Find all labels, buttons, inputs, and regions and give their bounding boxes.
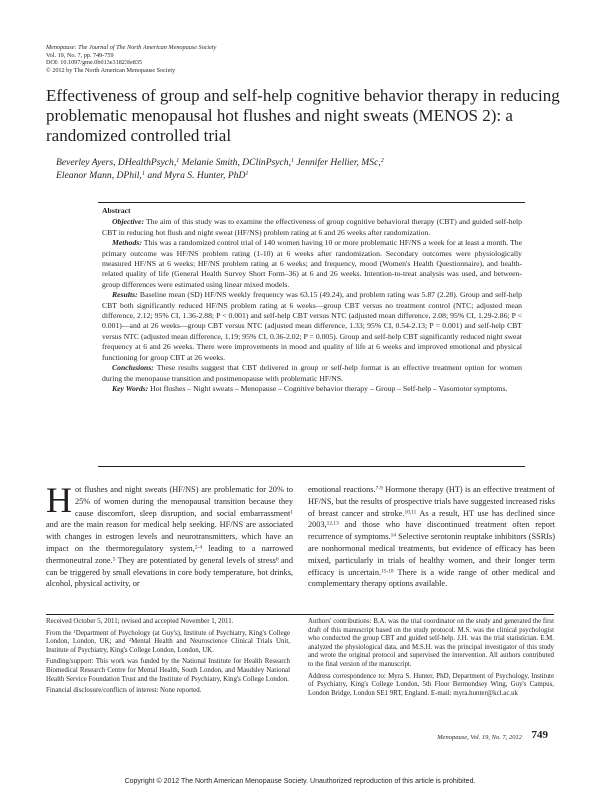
author-4-affil: 1 — [141, 169, 145, 177]
abstract-block — [102, 206, 522, 394]
page-number: 749 — [531, 729, 548, 741]
footnote-rule — [46, 614, 554, 615]
results-text: Baseline mean (SD) HF/NS weekly frequency was 63.15 (49.24), and problem rating was 5.87 (2.28). Group and self-help CBT both significantly reduced HF/NS problem rating at 6 weeks—group CBT versus no treatment control (NTC; adjusted mean difference, 2.12; 95% CI, 1.36-2.88; P < 0.001) and self-help CBT versus NTC (adjusted mean difference, 2.08; 95% CI, 1.29-2.86; P < 0.001)—and at 26 weeks—group CBT versus NTC (adjusted mean difference, 1.33; 95% CI, 0.54-2.13; P = 0.001) and self-help CBT versus NTC (adjusted mean difference, 1.19; 95% CI, 0.36-2.02; P = 0.005). Group and self-help CBT significantly reduced night sweat frequency at 6 and 26 weeks. There were improvements in mood and quality of life at 6 weeks and improved emotional and physical functioning for group CBT at 26 weeks. — [102, 290, 522, 362]
abstract-results — [102, 290, 522, 363]
abstract-bottom-rule — [98, 466, 525, 467]
disclosure-note: Financial disclosure/conflicts of interest: None reported. — [46, 687, 202, 695]
abstract-heading: Abstract — [102, 206, 131, 215]
journal-copyright: © 2012 by The North American Menopause Society — [46, 66, 176, 74]
citation: 5 — [112, 556, 116, 563]
body-text: Hormone therapy (HT) is an effective treatment of HF/NS, but the results of prospective trials have suggested increased risks of breast cancer and stroke. — [308, 485, 555, 518]
received-note: Received October 5, 2011; revised and accepted November 1, 2011. — [46, 618, 234, 625]
author-2-affil: 1 — [291, 156, 295, 164]
correspondence-note: Address correspondence to: Myra S. Hunter, PhD, Department of Psychology, Institute of Psychiatry, King's College London, 5th Floor Bermondsey Wing, Guy's Campus, London Bridge, London SE1 9RT, England. E-mail: myra.hunter@kcl.ac.uk — [308, 672, 554, 697]
funding-note: Funding/support: This work was funded by the National Institute for Health Research Biomedical Research Centre for Mental Health, South London, and Maudsley National Health Service Foundation Trust and the Institute of Psychiatry, King's College London. — [46, 658, 290, 683]
affil-prefix: From the — [46, 629, 74, 637]
affil-sup: 2 — [128, 636, 132, 642]
author-1: Beverley Ayers, DHealthPsych, — [56, 157, 177, 168]
abstract-methods — [102, 238, 522, 290]
affil-text: Department of Psychology (at Guy's), Institute of Psychiatry, King's College London, London, UK; and — [46, 629, 291, 646]
abstract-objective — [102, 217, 522, 238]
keywords-text: Hot flushes – Night sweats – Menopause – Cognitive behavior therapy – Group – Self-help – Vasomotor symptoms. — [150, 383, 508, 393]
copyright-notice: Copyright © 2012 The North American Menopause Society. Unauthorized reproduction of this article is prohibited. — [124, 778, 476, 785]
body-text: and those who have discontinued treatment often report recurrence of symptoms. — [308, 520, 555, 542]
body-text: Selective serotonin reuptake inhibitors (SSRIs) are nonhormonal medical treatments, but evidence of efficacy has been mixed, particularly in trials of healthy women, and their longer term efficacy is uncertain. — [308, 532, 556, 577]
body-text: There is a wide range of other medical and complementary therapy options available. — [308, 567, 555, 589]
author-3: Jennifer Hellier, MSc, — [296, 157, 381, 168]
footer-journal: Menopause, Vol. 19, No. 7, 2012 — [437, 734, 522, 741]
citation: 2-4 — [194, 544, 203, 551]
objective-text: The aim of this study was to examine the effectiveness of group cognitive behavioral therapy (CBT) and guided self-help CBT in reducing hot flush and night sweat (HF/NS) problem rating at 6 and 26 weeks after randomization. — [102, 217, 522, 237]
journal-doi: DOI: 10.1097/gme.0b013e31823fe835 — [46, 59, 143, 67]
author-3-affil: 2 — [380, 156, 384, 164]
abstract-conclusions — [102, 363, 522, 384]
author-list — [56, 156, 556, 182]
author-5-affil: 1 — [245, 169, 249, 177]
journal-header — [46, 44, 216, 74]
body-text: and are the main reason for medical help seeking. HF/NS are associated with changes in estrogen levels and neurotransmitters, which have an impact on the thermoregulatory system, — [46, 520, 293, 553]
conclusions-label: Conclusions: — [112, 363, 154, 373]
author-5: and Myra S. Hunter, PhD — [147, 170, 246, 181]
body-text: and can be triggered by small elevations in core body temperature, hot drinks, alcohol, physical activity, or — [46, 555, 293, 589]
affiliation-note — [46, 630, 290, 656]
body-text: ot flushes and night sweats (HF/NS) are problematic for 20% to 25% of women during the menopausal transition because they cause discomfort, sleep disruption, and social embarrassment — [75, 485, 293, 518]
author-4: Eleanor Mann, DPhil, — [56, 170, 142, 181]
abstract-top-rule — [98, 202, 525, 203]
body-text: They are potentiated by general levels of stress — [115, 555, 276, 565]
affil-text: Mental Health and Neuroscience Clinical Trials Unit, Institute of Psychiatry, King's College London, London, UK. — [46, 638, 290, 654]
methods-text: This was a randomized control trial of 140 women having 10 or more problematic HF/NS a week for at least a month. The primary outcome was HF/NS problem rating (1-10) at 6 weeks after randomization. Secondary outcomes were physiologically measured HF/NS at 6 weeks; HF/NS problem rating at 6 weeks; and frequency, mood (Women's Health Questionnaire), and health-related quality of life (General Health Survey Short Form–36) at 6 and 26 weeks. Intention-to-treat analysis was used, and between-group differences were estimated using linear mixed models. — [102, 238, 522, 289]
citation: 7-9 — [375, 485, 383, 492]
contributions-note: Authors' contributions: B.A. was the trial coordinator on the study and generated the first draft of this manuscript based on the study protocol. M.S. was the clinical psychologist who conducted the group CBT and guided self-help. J.H. was the trial statistician. E.M. analyzed the physiological data, and M.S.H. was the principal investigator of this study and wrote the original protocol and supervised the intervention. All authors contributed to the final version of the manuscript. — [308, 618, 554, 668]
body-text: emotional reactions. — [308, 485, 376, 494]
citation: 10,11 — [404, 508, 417, 515]
author-2: Melanie Smith, DClinPsych, — [181, 157, 292, 168]
citation: 1 — [290, 508, 293, 515]
affil-sup: 1 — [73, 628, 76, 634]
journal-volume: Vol. 19, No. 7, pp. 749-759 — [46, 51, 114, 59]
body-text: As a result, HT use has declined since 2003, — [308, 508, 555, 530]
body-text: leading to a narrowed thermoneutral zone. — [46, 543, 294, 565]
footnotes-right — [308, 618, 554, 701]
keywords-label: Key Words: — [112, 383, 149, 393]
journal-name: Menopause: The Journal of The North American Menopause Society — [46, 44, 217, 51]
citation: 14 — [390, 532, 396, 539]
citation: 6 — [275, 556, 279, 563]
footnotes-left — [46, 618, 290, 699]
author-1-affil: 1 — [176, 156, 180, 164]
citation: 12,13 — [326, 520, 339, 527]
conclusions-text: These results suggest that CBT delivered in group or self-help format is an effective treatment option for women during the menopause transition and postmenopause with problematic HF/NS. — [102, 363, 522, 383]
methods-label: Methods: — [112, 238, 142, 248]
citation: 15-18 — [381, 567, 394, 574]
body-left-column — [46, 480, 294, 590]
drop-cap: H — [46, 480, 72, 520]
abstract-keywords — [102, 384, 522, 394]
objective-label: Objective: — [112, 217, 145, 227]
body-right-column — [308, 484, 555, 590]
article-title: Effectiveness of group and self-help cognitive behavior therapy in reducing problematic menopausal hot flushes and night sweats (MENOS 2): a randomized controlled trial — [46, 86, 560, 145]
results-label: Results: — [112, 290, 138, 300]
